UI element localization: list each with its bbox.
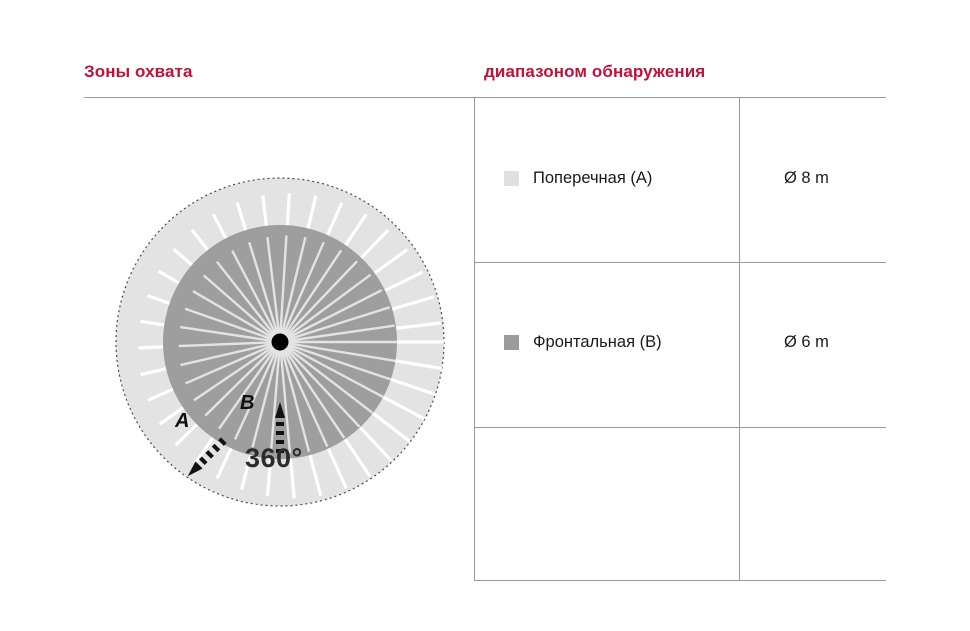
divider-left xyxy=(84,97,474,98)
table-row xyxy=(504,169,652,188)
swatch-zone-b-icon xyxy=(504,335,519,350)
table-row xyxy=(504,333,662,352)
table-cell-label-zone-a: Поперечная (A) xyxy=(533,169,653,187)
table-cell-value-zone-b: Ø 6 m xyxy=(784,333,829,351)
zone-b-label: B xyxy=(240,392,255,414)
table-border-left xyxy=(474,97,475,581)
detection-range-table xyxy=(474,97,886,581)
table-cell-value-zone-a: Ø 8 m xyxy=(784,169,829,187)
page-title-left: Зоны охвата xyxy=(84,62,193,81)
sensor-center-dot xyxy=(272,334,289,351)
page-title-right: диапазоном обнаружения xyxy=(484,62,706,81)
table-row-divider-2 xyxy=(474,427,886,428)
table-border-middle xyxy=(739,97,740,581)
table-cell-label-zone-b: Фронтальная (B) xyxy=(533,333,662,351)
zone-a-label: A xyxy=(175,410,190,432)
table-row-divider-3 xyxy=(474,580,886,581)
table-row-divider-1 xyxy=(474,262,886,263)
swatch-zone-a-icon xyxy=(504,171,519,186)
angle-label: 360° xyxy=(245,443,303,473)
